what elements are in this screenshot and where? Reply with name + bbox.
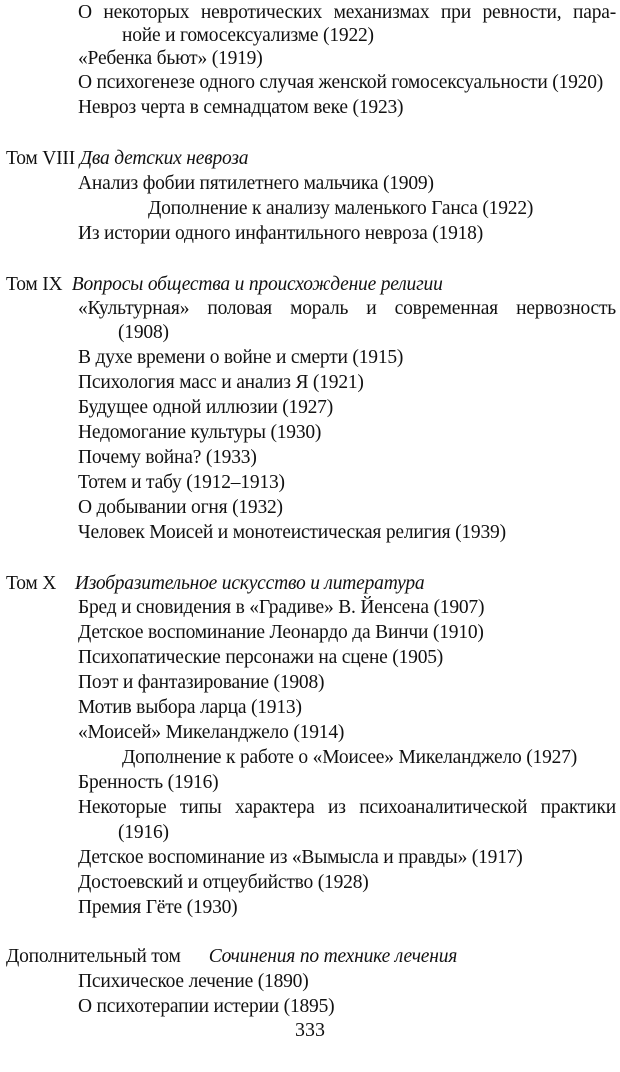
entry-line: Дополнение к работе о «Моисее» Микеланджело (1927) (122, 747, 578, 768)
volume-heading (6, 147, 248, 171)
entry-line: (1908) (118, 322, 169, 343)
entry-line: Детское воспоминание Леонардо да Винчи (1910) (78, 622, 484, 643)
entry-line: Тотем и табу (1912–1913) (78, 472, 285, 493)
entry-line: О психотерапии истерии (1895) (78, 996, 335, 1017)
volume-title: Вопросы общества и происхождение религии (71, 274, 443, 295)
page-number: 333 (295, 1019, 325, 1041)
entry-line: Почему война? (1933) (78, 447, 257, 468)
entry-line: Недомогание культуры (1930) (78, 422, 322, 443)
entry-line: Некоторые типы характера из психоаналитической практики (78, 797, 616, 818)
entry-line: «Культурная» половая мораль и современная нервозность (78, 298, 616, 319)
volume-label: Том X (6, 573, 57, 594)
entry-line: Дополнение к анализу маленького Ганса (1922) (148, 198, 534, 219)
entry-line: Психическое лечение (1890) (78, 971, 309, 992)
volume-title: Изобразительное искусство и литература (74, 573, 425, 594)
entry-line: Будущее одной иллюзии (1927) (78, 397, 334, 418)
volume-label: Том VIII (6, 148, 76, 169)
entry-line: нойе и гомосексуализме (1922) (122, 25, 374, 46)
entry-line: Из истории одного инфантильного невроза (1918) (78, 223, 484, 244)
entry-line: Человек Моисей и монотеистическая религия (1939) (78, 522, 506, 543)
volume-title: Два детских невроза (79, 148, 249, 169)
entry-line: Мотив выбора ларца (1913) (78, 697, 302, 718)
entry-line: Достоевский и отцеубийство (1928) (78, 872, 369, 893)
volume-heading (6, 572, 424, 596)
entry-line: Поэт и фантазирование (1908) (78, 672, 325, 693)
volume-label: Том IX (6, 274, 63, 295)
entry-line: Психология масс и анализ Я (1921) (78, 372, 364, 393)
volume-label: Дополнительный том (6, 946, 181, 967)
entry-line: «Моисей» Микеланджело (1914) (78, 722, 345, 743)
volume-title: Сочинения по технике лечения (208, 946, 458, 967)
entry-line: (1916) (118, 822, 169, 843)
entry-line: Бред и сновидения в «Градиве» В. Йенсена (1907) (78, 597, 485, 618)
entry-line: «Ребенка бьют» (1919) (78, 48, 263, 69)
entry-line: В духе времени о войне и смерти (1915) (78, 347, 404, 368)
entry-line: Детское воспоминание из «Вымысла и правды» (1917) (78, 847, 523, 868)
volume-heading (6, 945, 457, 969)
entry-line: Премия Гёте (1930) (78, 897, 238, 918)
entry-line: Анализ фобии пятилетнего мальчика (1909) (78, 173, 434, 194)
entry-line: Психопатические персонажи на сцене (1905) (78, 647, 444, 668)
entry-line: О добывании огня (1932) (78, 497, 283, 518)
entry-line: Бренность (1916) (78, 772, 219, 793)
entry-line: О некоторых невротических механизмах при ревности, пара- (78, 2, 616, 23)
entry-line: Невроз черта в семнадцатом веке (1923) (78, 97, 404, 118)
volume-heading (6, 273, 443, 297)
entry-line: О психогенезе одного случая женской гомосексуальности (1920) (78, 72, 604, 93)
